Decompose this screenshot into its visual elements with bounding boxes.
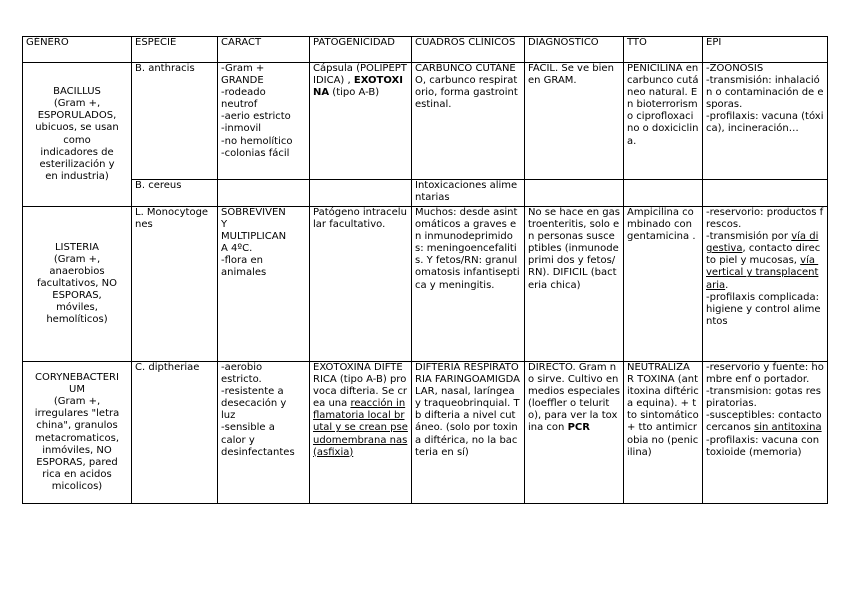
epi-line: -transmisión: inhalación o contaminación de esporas. [706,75,824,111]
patogenicidad-cell [310,362,412,504]
row-listeria [23,207,828,362]
caract-line: calor y [221,434,255,446]
caract-line: -aerobio [221,362,263,373]
caract-line: A 4ºC. [221,243,253,255]
genus-line: china", granulos [36,420,118,432]
epi-underlined-text: vía vertical y transplacentaria [706,255,819,291]
genus-line: esterilización y [39,158,115,170]
genus-line: irregulares "letra [34,408,120,420]
genus-bacillus [23,63,132,207]
epi-cell [703,63,828,180]
genus-line: móviles, [56,302,98,314]
epi-line: -profilaxis: vacuna con toxioide (memoria) [706,434,823,458]
caract-line: -flora en [221,255,263,267]
diag-bold-text: PCR [567,422,590,434]
species-cell: C. diptheriae [132,362,218,504]
species-cell: L. Monocytoge nes [132,207,218,362]
epi-cell [703,207,828,362]
genus-line: inmóviles, NO [42,444,112,456]
genus-line: ESPORULADOS, [37,110,117,122]
genus-line: micolicos) [51,480,103,492]
genus-line: CORYNEBACTERI [35,372,119,384]
genus-line: ESPORAS, [52,290,102,302]
header-patogenicidad: PATOGENICIDAD [310,37,412,63]
epi-underlined-text: sin antitoxina [754,422,822,434]
epi-line: -profilaxis complicada: higiene y control alimentos [706,291,823,327]
tto-cell: NEUTRALIZA R TOXINA (antitoxina diftérica equina). + tto sintomático + tto antimicrobia no (penicilina) [624,362,703,504]
header-tto: TTO [624,37,703,63]
patogenicidad-cell: Patógeno intracelular facultativo. [310,207,412,362]
patogenicidad-cell [310,180,412,207]
genus-line: rica en acidos [42,468,112,480]
row-b-cereus [23,180,828,207]
header-row [23,37,828,63]
cuadros-cell: DIFTERIA RESPIRATORIA FARINGOAMIGDA LAR, nasal, laríngea y traqueobrinquial. Tb difteria a nivel cutáneo. (solo por toxina diftérica, no la bacteria en sí) [412,362,525,504]
epi-underlined-text: vía digestiva [706,231,819,255]
caract-line: -aerio estricto [221,111,291,123]
epi-line: -reservorio: productos frescos. [706,207,824,231]
header-caract: CARACT [218,37,310,63]
genus-line: hemolíticos) [46,314,108,326]
epi-cell [703,180,828,207]
caract-cell [218,63,310,180]
caract-line: neutrof [221,99,258,111]
epi-text: -transmisión por [706,231,789,243]
header-epi: EPI [703,37,828,63]
genus-listeria [23,207,132,362]
diagnostico-cell: No se hace en gastroenteritis, solo en personas susceptibles (inmunodeprimi dos y fetos/RN). DIFICIL (bacteria chica) [525,207,624,362]
header-diagnostico: DIAGNOSTICO [525,37,624,63]
species-cell: B. anthracis [132,63,218,180]
caract-line: -Gram + [221,63,265,74]
row-corynebacterium [23,362,828,504]
genus-corynebacterium [23,362,132,504]
header-cuadros-clinicos: CUADROS CLÍNICOS [412,37,525,63]
genus-line: (Gram +, [53,253,101,265]
patog-underlined-text: reacción inflamatoria local brutal y se crean pseudomembrana nas (asfixia) [313,398,408,458]
genus-line: (Gram +, [53,396,101,408]
caract-line: -rodeado [221,87,266,99]
caract-line: SOBREVIVEN [221,207,286,218]
caract-line: desecación y [221,398,287,410]
cuadros-cell: CARBUNCO CUTÁNEO, carbunco respiratorio, forma gastrointestinal. [412,63,525,180]
epi-line: -transmision: gotas respiratorias. [706,386,821,410]
row-b-anthracis [23,63,828,180]
genus-line: como [63,134,91,146]
diag-text: DIRECTO. Gram no sirve. Cultivo en medios especiales (loeffler o telurito), para ver la toxina con [528,362,620,434]
genus-line: metacromaticos, [34,432,120,444]
bacteria-table [22,36,828,504]
caract-line: desinfectantes [221,446,295,458]
caract-line: GRANDE [221,75,264,87]
diagnostico-cell [525,180,624,207]
genus-line: anaerobios [49,265,105,277]
caract-line: luz [221,410,236,422]
epi-line [706,231,824,291]
header-genero: GÉNERO [23,37,132,63]
caract-line: -colonias fácil [221,147,290,159]
genus-line: BACILLUS [53,86,101,98]
diagnostico-cell: FÁCIL. Se ve bien en GRAM. [525,63,624,180]
genus-line: en industria) [45,170,109,182]
tto-cell: PENICILINA en carbunco cutáneo natural. En bioterrorism o ciprofloxaci no o doxiciclina. [624,63,703,180]
caract-line: -resistente a [221,386,284,398]
epi-text: . [725,279,729,291]
header-especie: ESPECIE [132,37,218,63]
patog-bold-text: EXOTOXINA [313,75,403,99]
caract-line: -inmovil [221,123,262,135]
epi-text: -susceptibles: contacto cercanos [706,410,825,434]
epi-line: -reservorio y fuente: hombre enf o portador. [706,362,824,386]
caract-cell [218,180,310,207]
cuadros-cell: Intoxicaciones alimentarias [412,180,525,207]
genus-line: indicadores de [40,146,114,158]
cuadros-cell: Muchos: desde asintomáticos a graves en inmunodeprimido s: meningoencefaliti s. Y fetos/RN: granulomatosis infantiseptica y meningitis. [412,207,525,362]
genus-line: facultativos, NO [37,277,117,289]
diagnostico-cell [525,362,624,504]
patog-text: Cápsula (POLIPEPTIDICA) , [313,63,407,87]
tto-cell [624,180,703,207]
patog-text: (tipo A-B) [332,87,380,99]
epi-cell [703,362,828,504]
document-page [22,36,827,504]
caract-cell [218,362,310,504]
epi-text: , contacto directo piel y mucosas, [706,243,821,267]
caract-line: Y [221,219,228,231]
caract-line: MULTIPLICAN [221,231,287,243]
epi-line [706,410,824,434]
genus-line: UM [69,384,85,396]
species-cell: B. cereus [132,180,218,207]
epi-line: -ZOONOSIS [706,63,764,74]
tto-cell: Ampicilina combinado con gentamicina . [624,207,703,362]
genus-line: ubicuos, se usan [35,122,119,134]
genus-line: LISTERIA [54,241,100,253]
genus-line: (Gram +, [53,98,101,110]
caract-line: estricto. [221,374,262,386]
patogenicidad-cell [310,63,412,180]
caract-line: animales [221,267,267,279]
patog-text: EXOTOXINA DIFTERICA (tipo A-B) provoca difteria. Se crea una [313,362,408,410]
genus-line: ESPORAS, pared [36,456,118,468]
caract-line: -no hemolítico [221,135,293,147]
caract-cell [218,207,310,362]
epi-line: -profilaxis: vacuna (tóxica), incineración… [706,111,824,135]
caract-line: -sensible a [221,422,275,434]
